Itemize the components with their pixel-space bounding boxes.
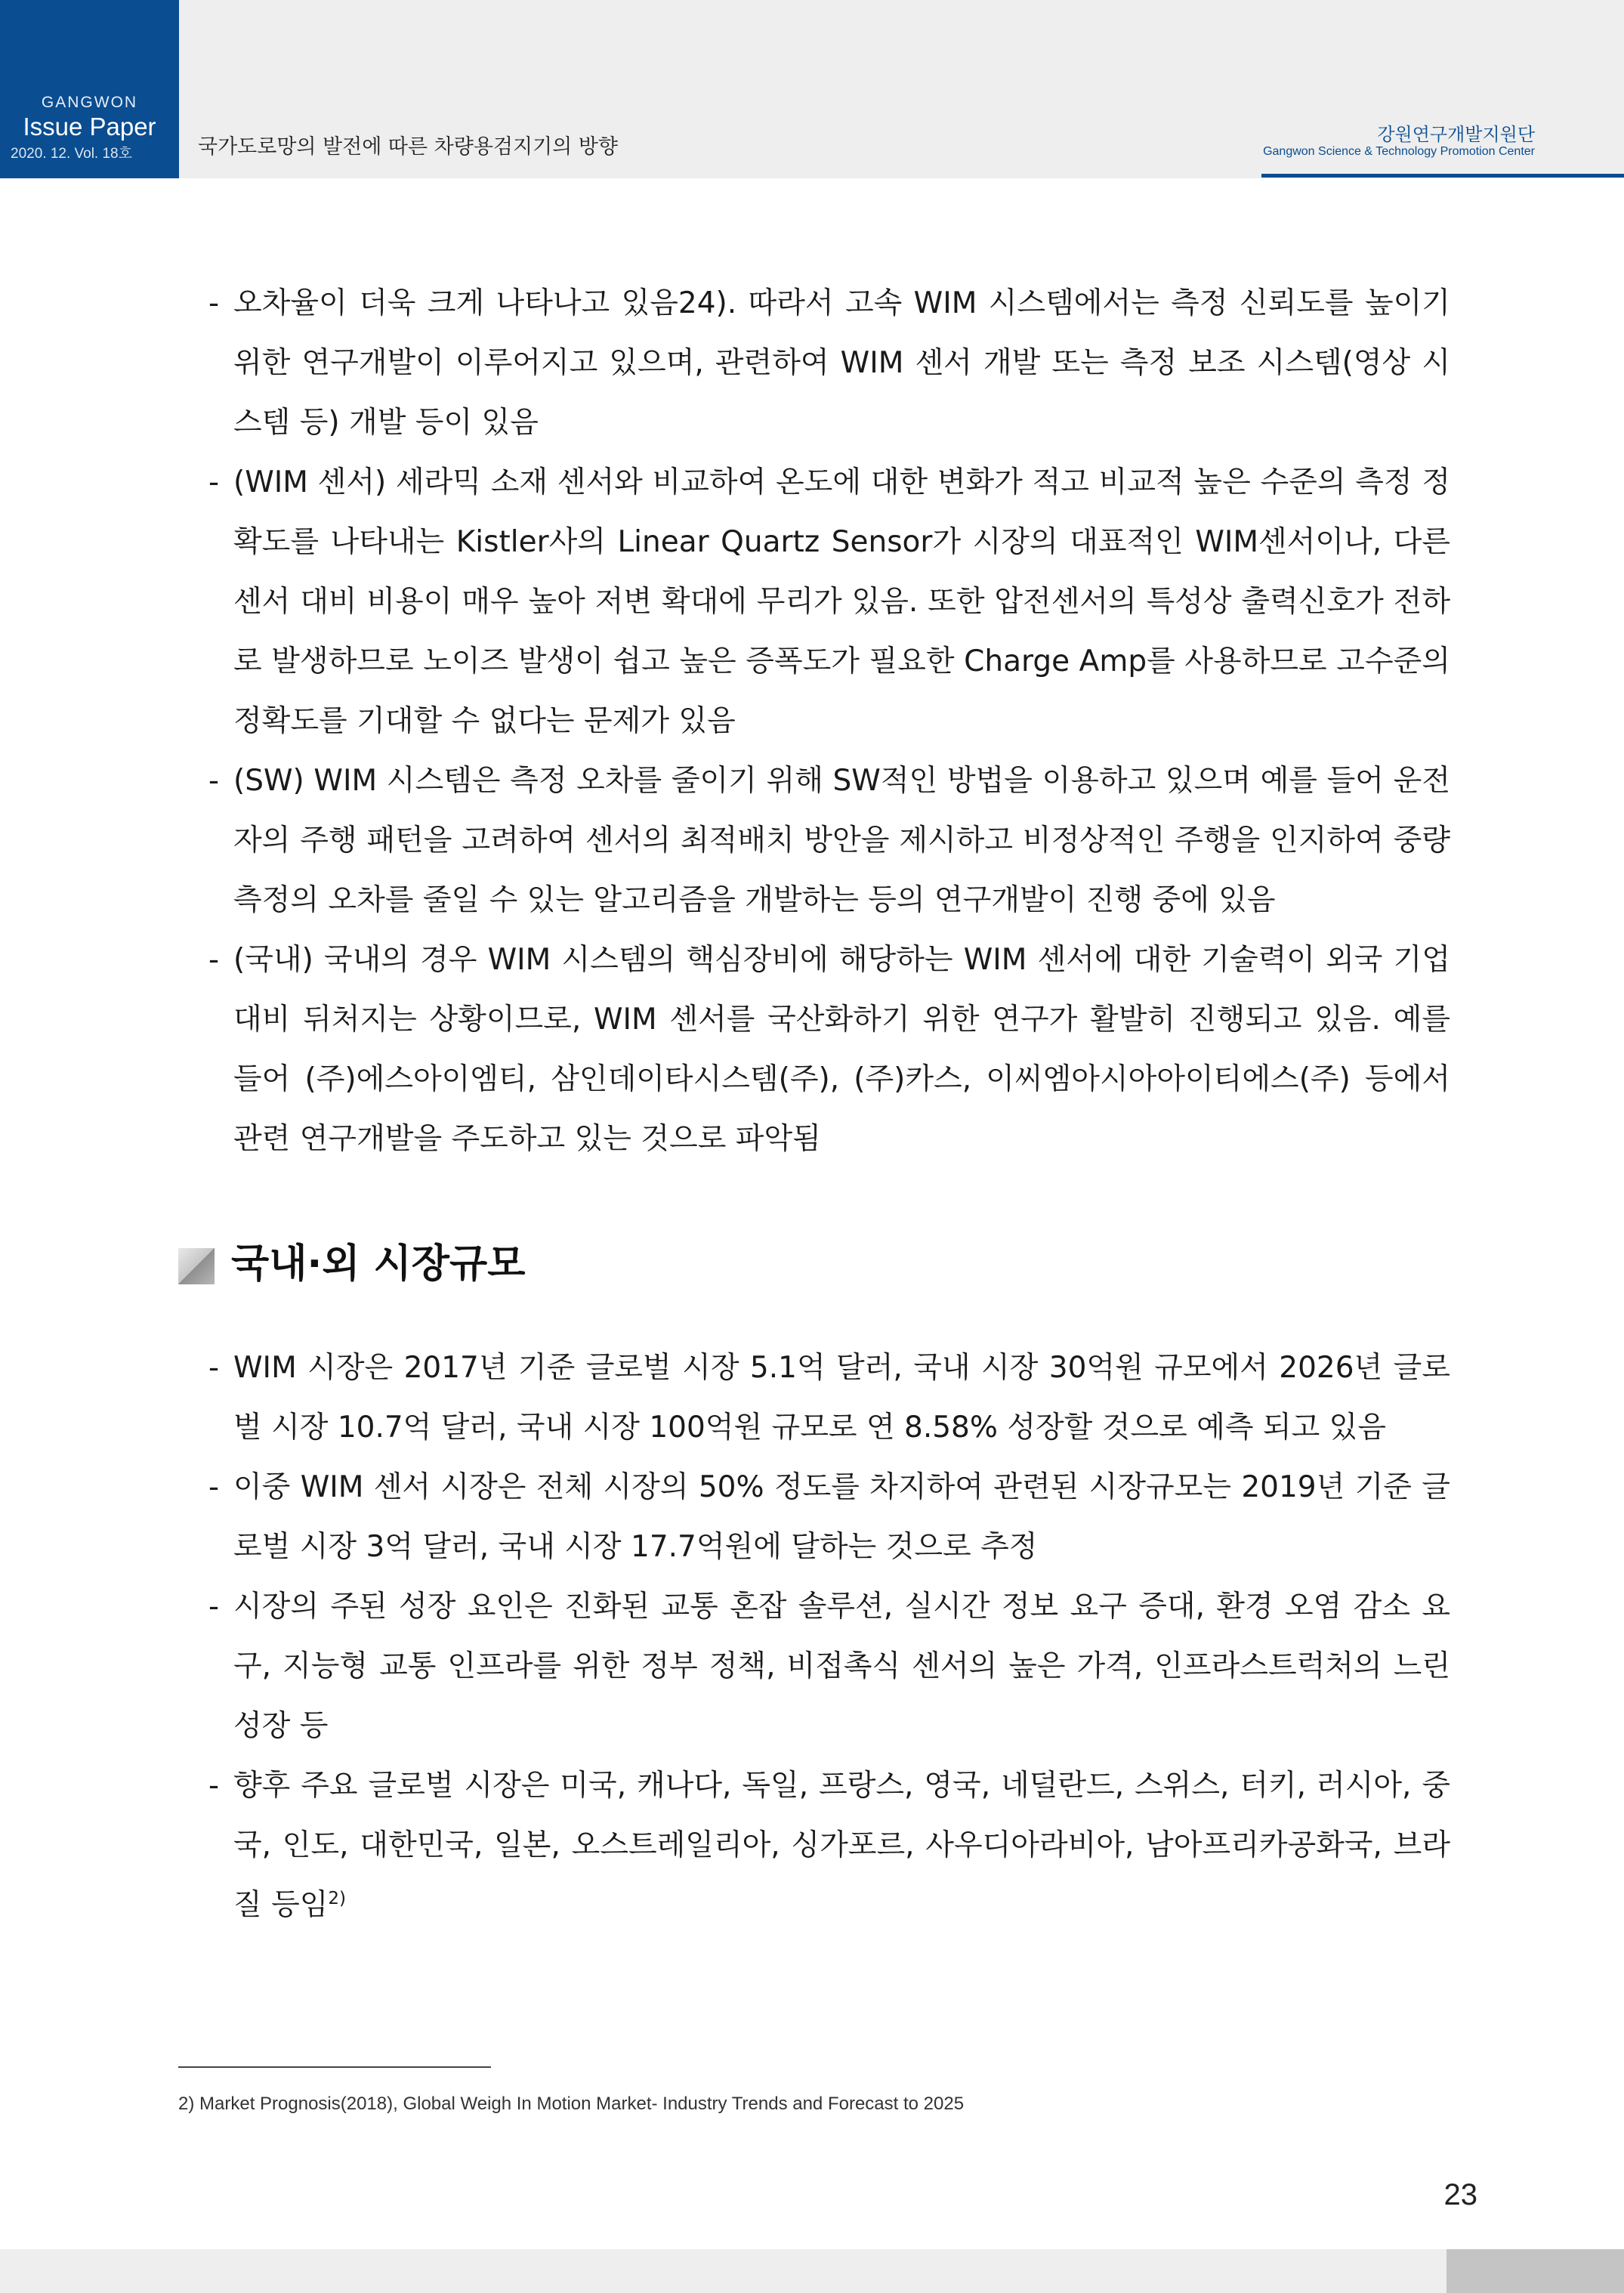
square-bullet-icon: [178, 1248, 215, 1284]
page-number: 23: [1443, 2178, 1477, 2211]
list-item: [208, 930, 1450, 1169]
organization-name-en: Gangwon Science & Technology Promotion Center: [1263, 145, 1535, 158]
bullet-text: (WIM 센서) 세라믹 소재 센서와 비교하여 온도에 대한 변화가 적고 비교적 높은 수준의 측정 정확도를 나타내는 Kistler사의 Linear Quartz Sensor가 시장의 대표적인 WIM센서이나, 다른 센서 대비 비용이 매우 높아 저변 확대에 무리가 있음. 또한 압전센서의 특성상 출력신호가 전하로 발생하므로 노이즈 발생이 쉽고 높은 증폭도가 필요한 Charge Amp를 사용하므로 고수준의 정확도를 기대할 수 없다는 문제가 있음: [233, 465, 1450, 738]
bullet-text: 시장의 주된 성장 요인은 진화된 교통 혼잡 솔루션, 실시간 정보 요구 증대, 환경 오염 감소 요구, 지능형 교통 인프라를 위한 정부 정책, 비접촉식 센서의 높은 가격, 인프라스트럭처의 느린 성장 등: [233, 1590, 1450, 1743]
header-accent-rule: [1261, 174, 1624, 178]
issue-date-volume: 2020. 12. Vol. 18호: [11, 146, 132, 162]
list-item: [208, 1457, 1450, 1577]
list-item: [208, 1577, 1450, 1756]
bullet-dash: -: [208, 1470, 220, 1504]
brand-label: GANGWON: [41, 94, 138, 111]
bullet-dash: -: [208, 465, 220, 499]
list-item: [208, 1756, 1450, 1935]
bullet-dash: -: [208, 1769, 220, 1803]
section2-bullet-list: [208, 1338, 1450, 1935]
page-header: [0, 0, 1624, 178]
paper-subject: 국가도로망의 발전에 따른 차량용검지기의 방향: [198, 135, 618, 159]
footnote: 2) Market Prognosis(2018), Global Weigh In Motion Market- Industry Trends and Forecast to 2025: [178, 2094, 965, 2114]
bullet-text: WIM 시장은 2017년 기준 글로벌 시장 5.1억 달러, 국내 시장 30억원 규모에서 2026년 글로벌 시장 10.7억 달러, 국내 시장 100억원 규모로 연 8.58% 성장할 것으로 예측 되고 있음: [233, 1351, 1450, 1445]
list-item: [208, 453, 1450, 751]
bullet-dash: -: [208, 1590, 220, 1624]
organization-name: 강원연구개발지원단: [1377, 124, 1535, 145]
section1-bullet-list: [208, 273, 1450, 1169]
section-title: 국내·외 시장규모: [231, 1241, 526, 1287]
list-item: [208, 273, 1450, 453]
bullet-dash: -: [208, 764, 220, 798]
publication-title: Issue Paper: [23, 113, 156, 141]
issue-paper-badge: [0, 0, 179, 178]
bullet-dash: -: [208, 943, 220, 977]
bullet-text: 이중 WIM 센서 시장은 전체 시장의 50% 정도를 차지하여 관련된 시장규모는 2019년 기준 글로벌 시장 3억 달러, 국내 시장 17.7억원에 달하는 것으로 추정: [233, 1470, 1450, 1564]
footnote-divider: [178, 2066, 491, 2068]
bullet-text: (국내) 국내의 경우 WIM 시스템의 핵심장비에 해당하는 WIM 센서에 대한 기술력이 외국 기업 대비 뒤처지는 상황이므로, WIM 센서를 국산화하기 위한 연구가 활발히 진행되고 있음. 예를 들어 (주)에스아이엠티, 삼인데이타시스템(주), (주)카스, 이씨엠아시아아이티에스(주) 등에서 관련 연구개발을 주도하고 있는 것으로 파악됨: [233, 943, 1450, 1156]
bullet-text: (SW) WIM 시스템은 측정 오차를 줄이기 위해 SW적인 방법을 이용하고 있으며 예를 들어 운전자의 주행 패턴을 고려하여 센서의 최적배치 방안을 제시하고 비정상적인 주행을 인지하여 중량측정의 오차를 줄일 수 있는 알고리즘을 개발하는 등의 연구개발이 진행 중에 있음: [233, 764, 1450, 917]
footer-accent: [1446, 2249, 1624, 2293]
list-item: [208, 1338, 1450, 1457]
bullet-text: 향후 주요 글로벌 시장은 미국, 캐나다, 독일, 프랑스, 영국, 네덜란드, 스위스, 터키, 러시아, 중국, 인도, 대한민국, 일본, 오스트레일리아, 싱가포르, 사우디아라비아, 남아프리카공화국, 브라질 등임: [233, 1769, 1450, 1922]
bullet-dash: -: [208, 1351, 220, 1385]
footer-bar: [0, 2249, 1624, 2293]
list-item: [208, 751, 1450, 930]
bullet-dash: -: [208, 286, 220, 320]
footnote-ref[interactable]: 2): [328, 1889, 347, 1908]
bullet-text: 오차율이 더욱 크게 나타나고 있음24). 따라서 고속 WIM 시스템에서는 측정 신뢰도를 높이기 위한 연구개발이 이루어지고 있으며, 관련하여 WIM 센서 개발 또는 측정 보조 시스템(영상 시스템 등) 개발 등이 있음: [233, 286, 1450, 440]
